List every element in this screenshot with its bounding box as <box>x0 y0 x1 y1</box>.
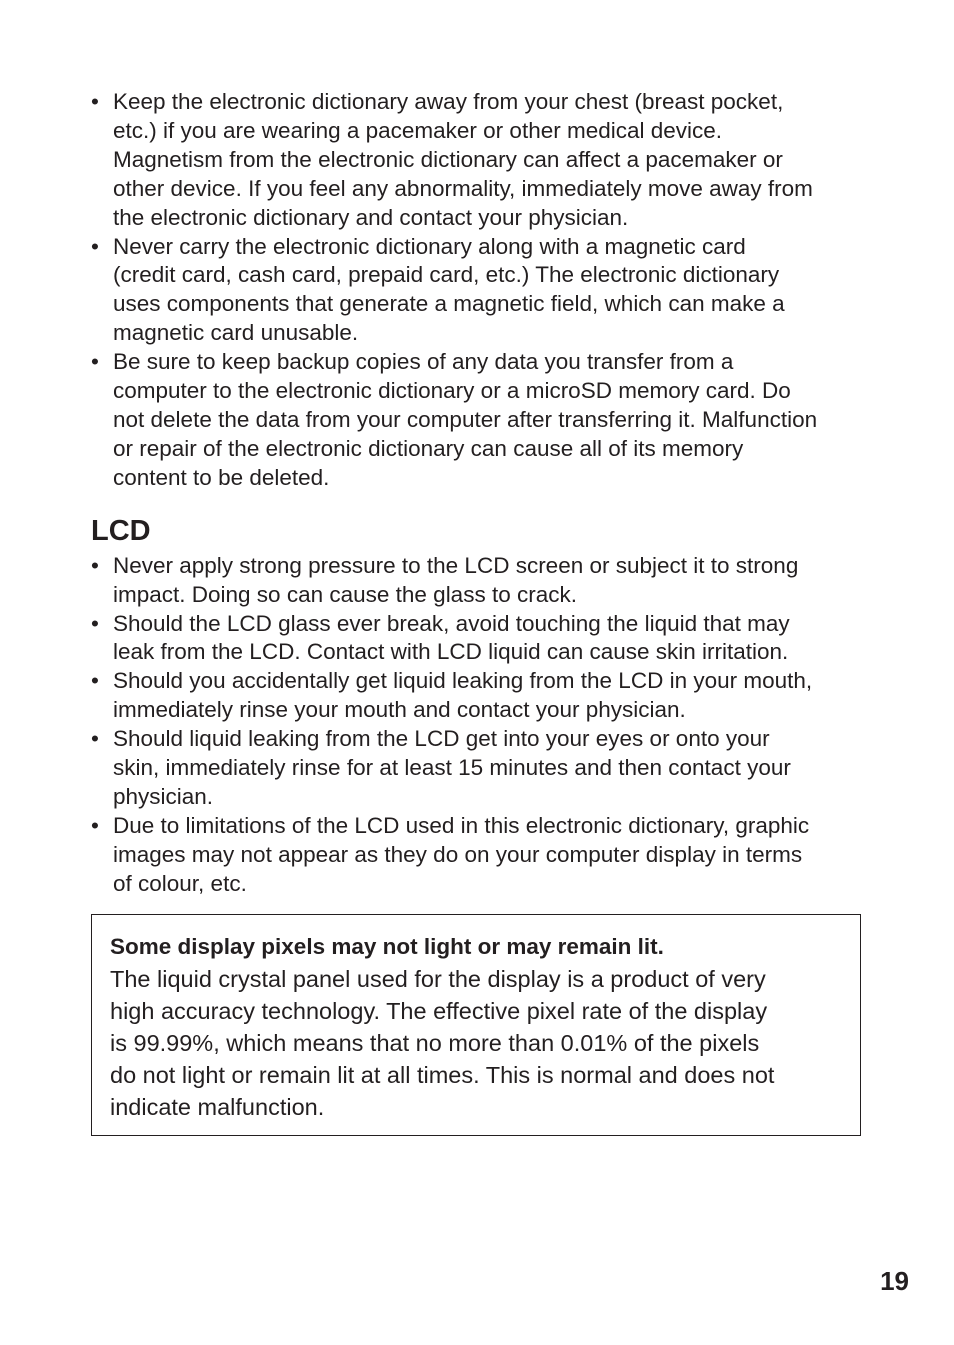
bullet-icon: • <box>91 233 99 259</box>
bullet-text: Never apply strong pressure to the LCD screen or subject it to strong impact. Doing so can cause the glass to crack. <box>113 552 799 607</box>
bullet-text: Keep the electronic dictionary away from your chest (breast pocket, etc.) if you are wearing a pacemaker or other medical device. Magnetism from the electronic dictionary can affect a pacemaker or other device. If you feel any abnormality, immediately move away from the electronic dictionary and contact your physician. <box>113 89 813 230</box>
list-item <box>91 812 871 899</box>
lcd-bullet-list <box>91 552 871 899</box>
bullet-icon: • <box>91 552 99 578</box>
list-item <box>91 88 871 233</box>
pixel-notice-box <box>91 914 861 1136</box>
list-item <box>91 552 871 610</box>
list-item <box>91 348 871 493</box>
bullet-icon: • <box>91 610 99 636</box>
page-content <box>91 88 871 899</box>
bullet-text: Should the LCD glass ever break, avoid touching the liquid that may leak from the LCD. Contact with LCD liquid can cause skin irritation. <box>113 610 790 665</box>
page-number: 19 <box>880 1266 909 1296</box>
bullet-icon: • <box>91 812 99 838</box>
list-item <box>91 725 871 812</box>
list-item <box>91 610 871 668</box>
bullet-icon: • <box>91 668 99 694</box>
bullet-text: Should liquid leaking from the LCD get into your eyes or onto your skin, immediately rinse for at least 15 minutes and then contact your physician. <box>113 726 791 809</box>
bullet-icon: • <box>91 349 99 375</box>
bullet-text: Due to limitations of the LCD used in this electronic dictionary, graphic images may not appear as they do on your computer display in terms of colour, etc. <box>113 812 810 896</box>
bullet-text: Be sure to keep backup copies of any data you transfer from a computer to the electronic dictionary or a microSD memory card. Do not delete the data from your computer after transferring it. Malfunction or repair of the electronic dictionary can cause all of its memory content to be deleted. <box>113 349 818 490</box>
bullet-icon: • <box>91 89 99 114</box>
bullet-text: Should you accidentally get liquid leaking from the LCD in your mouth, immediately rinse your mouth and contact your physician. <box>113 668 813 723</box>
list-item <box>91 667 871 725</box>
section-heading-lcd: LCD <box>91 514 151 547</box>
bullet-text: Never carry the electronic dictionary along with a magnetic card (credit card, cash card, prepaid card, etc.) The electronic dictionary uses components that generate a magnetic field, which can make a magnetic card unusable. <box>113 233 785 346</box>
bullet-icon: • <box>91 726 99 752</box>
notice-title: Some display pixels may not light or may remain lit. <box>110 934 664 959</box>
notice-body: The liquid crystal panel used for the display is a product of very high accuracy technology. The effective pixel rate of the display is 99.99%, which means that no more than 0.01% of the pixels do not light or remain lit at all times. This is normal and does not indicate malfunction. <box>110 966 775 1121</box>
list-item <box>91 233 871 349</box>
intro-bullet-list <box>91 88 871 493</box>
